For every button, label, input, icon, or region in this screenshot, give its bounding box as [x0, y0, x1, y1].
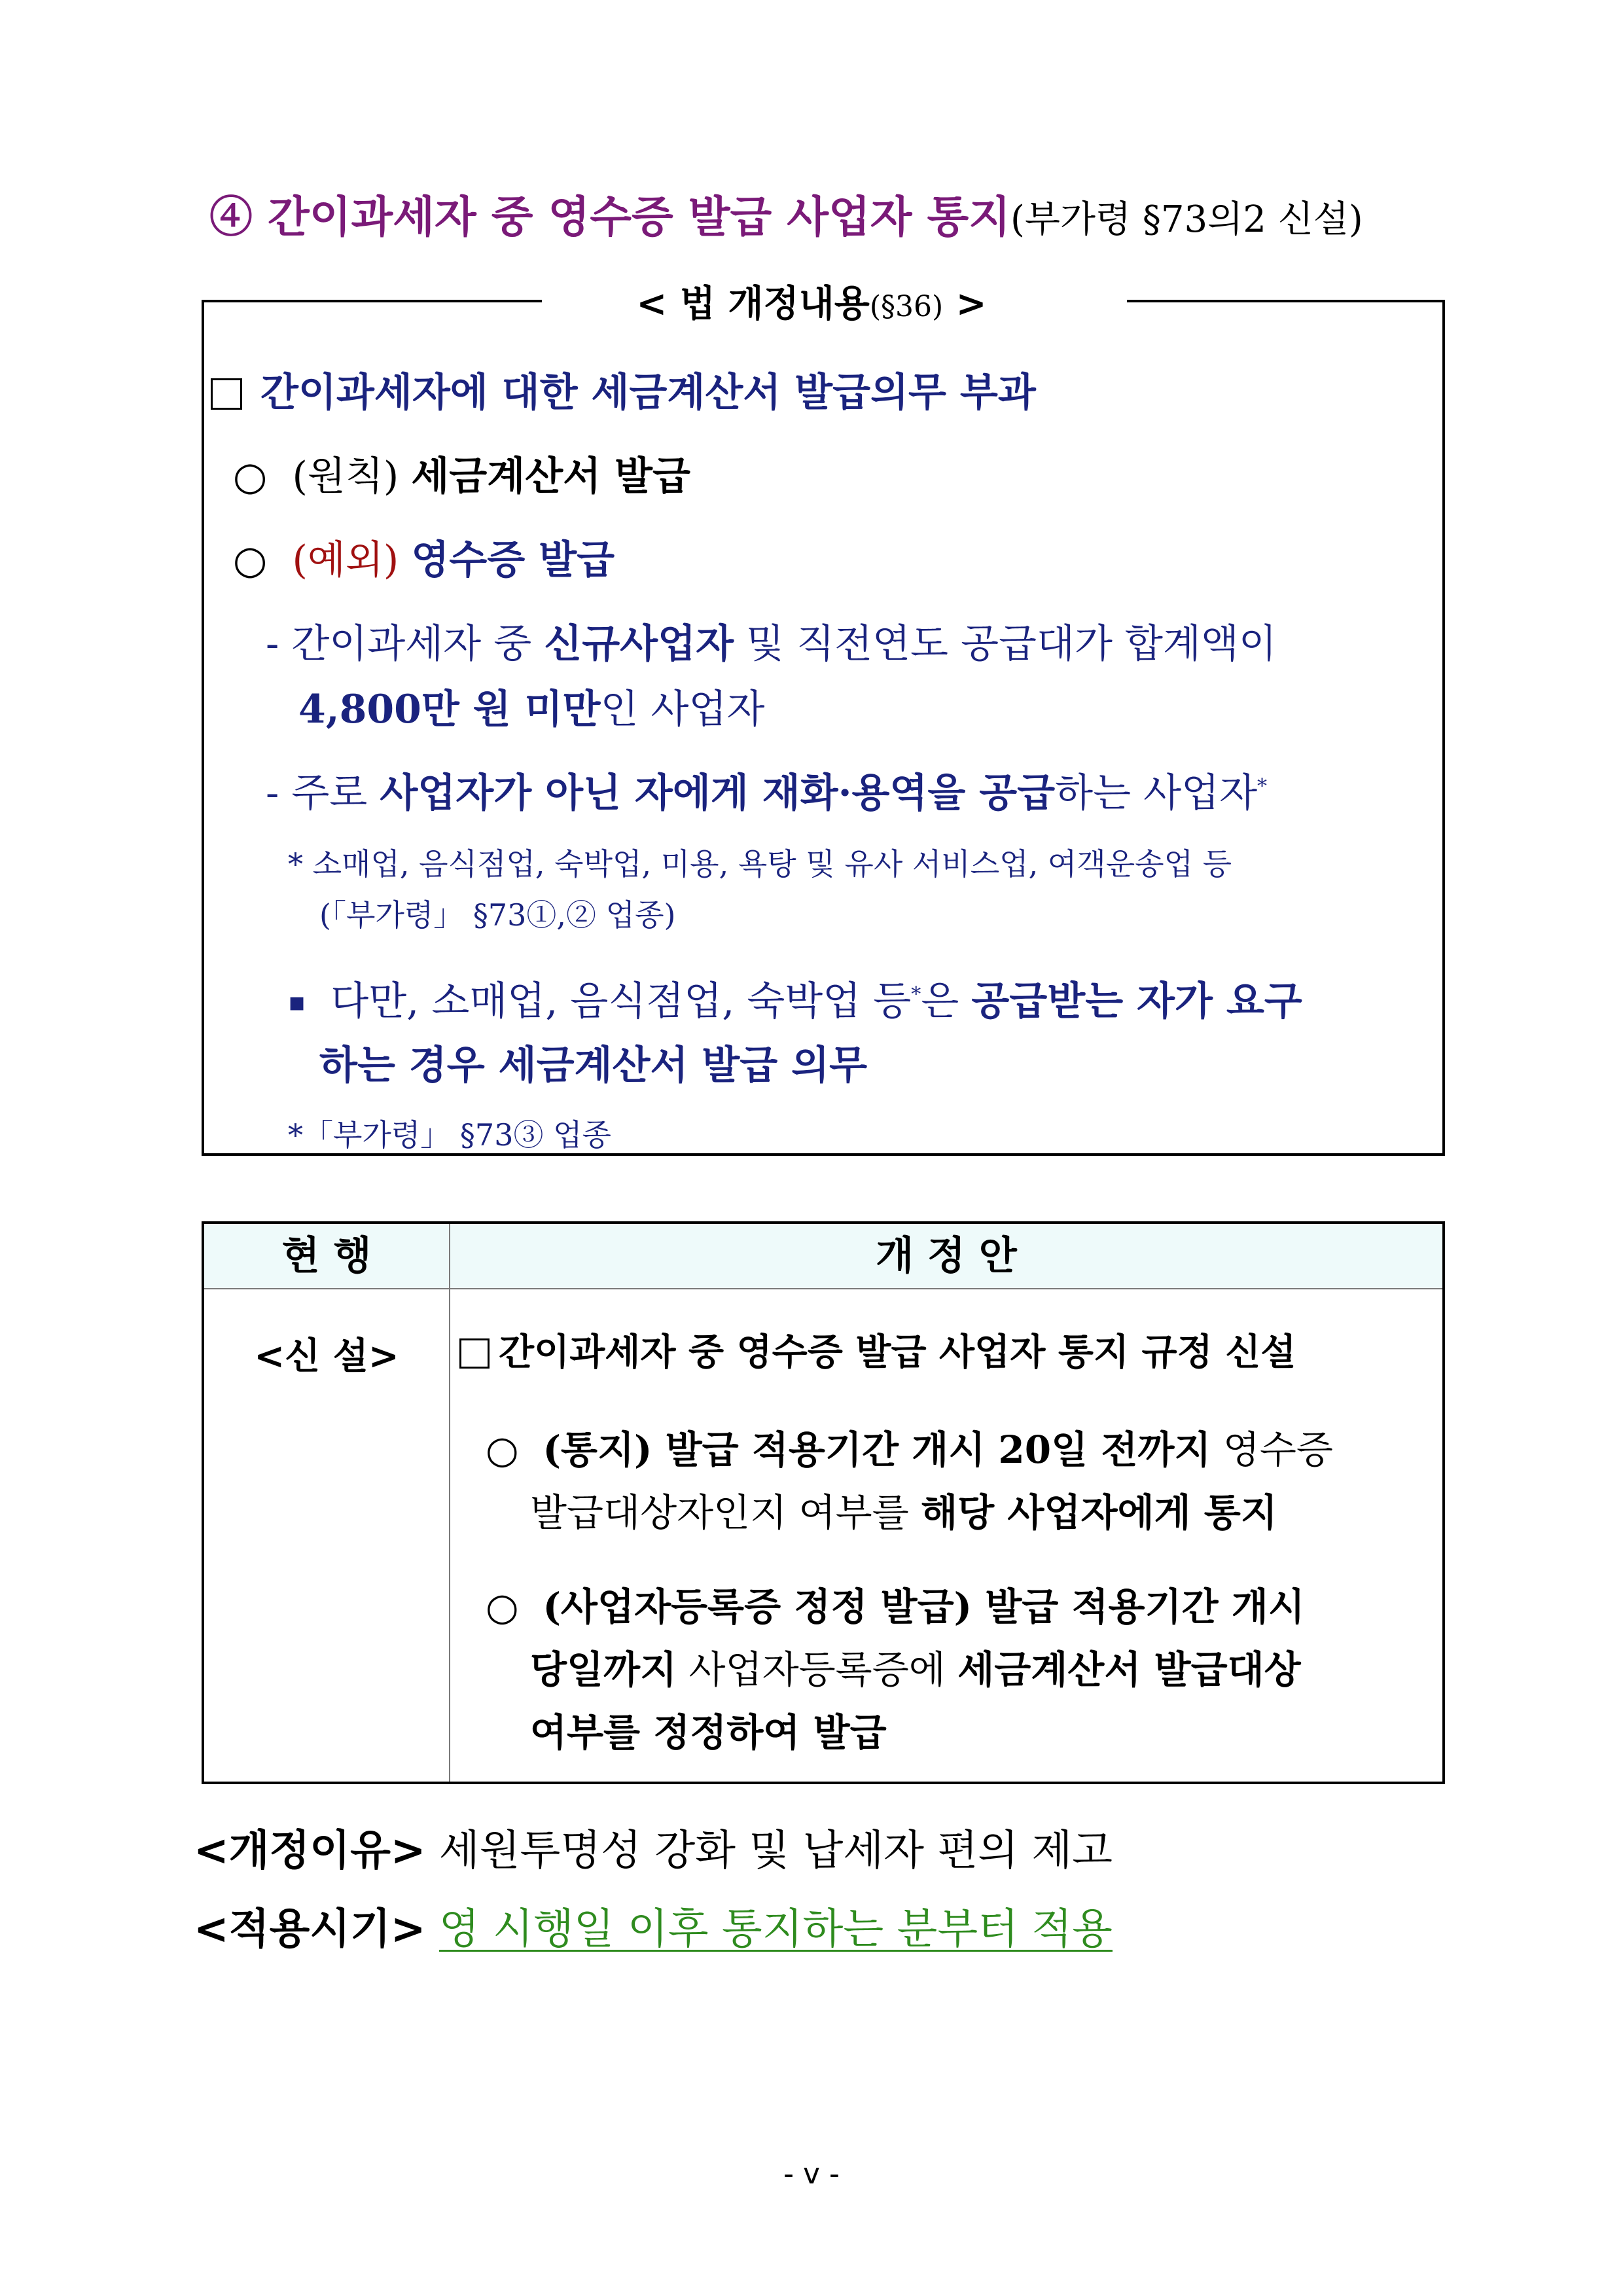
item2-d: 세금계산서 발급대상: [957, 1647, 1301, 1692]
page-number: - v -: [783, 2157, 840, 2191]
dash1-d: 4,800만 원 미만: [298, 687, 601, 732]
checkbox-square-icon: [211, 378, 242, 410]
dash1-e: 인 사업자: [600, 687, 765, 732]
section-title-ref: (부가령 §73의2 신설): [1010, 198, 1363, 241]
dash2-b: 사업자가 아닌 자에게 재화·용역을 공급: [380, 770, 1056, 816]
circle-bullet-icon: ○: [233, 454, 268, 499]
bullet-item: [288, 970, 1432, 1026]
square-bullet-icon: ▪: [288, 987, 306, 1017]
circle-bullet-icon: ○: [233, 537, 268, 583]
caption-end: >: [943, 282, 987, 325]
revised-item-2-cont: [530, 1639, 1433, 1694]
footnote-2: [288, 1111, 611, 1155]
revised-heading-text: 간이과세자 중 영수증 발급 사업자 통지 규정 신설: [499, 1331, 1296, 1374]
note2: *「부가령」 §73③ 업종: [288, 1117, 611, 1153]
exception-text: 영수증 발급: [411, 537, 615, 583]
circle-bullet-icon: ○: [486, 1427, 519, 1472]
revised-item-2: [486, 1576, 1305, 1631]
law-heading: [211, 361, 1036, 418]
note1-a: * 소매업, 음식점업, 숙박업, 미용, 욕탕 및 유사 서비스업, 여객운송업 등: [288, 846, 1232, 882]
apply-label: <적용시기>: [194, 1905, 426, 1954]
item2-c: 사업자등록증에: [677, 1647, 958, 1692]
dash-item-2: [266, 762, 1267, 818]
reason-label: <개정이유>: [194, 1827, 426, 1875]
law-heading-text: 간이과세자에 대한 세금계산서 발급의무 부과: [260, 370, 1036, 416]
checkbox-square-icon: [459, 1338, 490, 1369]
bullet-b: 은: [921, 978, 972, 1024]
caption-main: < 법 개정내용: [636, 282, 870, 325]
revised-item-1: [486, 1419, 1333, 1474]
revised-heading: [459, 1323, 1296, 1376]
column-divider: [449, 1224, 450, 1782]
dash-item-1-cont: [298, 678, 764, 734]
amendment-reason: [194, 1817, 1113, 1877]
apply-text: 영 시행일 이후 통지하는 분부터 적용: [438, 1905, 1113, 1954]
circle-bullet-icon: ○: [486, 1585, 519, 1629]
exception-line: [233, 529, 615, 585]
exception-tag: (예외): [292, 537, 399, 583]
revised-item-2-cont2: [530, 1702, 887, 1757]
item2-b: 당일까지: [530, 1647, 677, 1692]
law-box-caption: [537, 275, 1086, 327]
revised-item-1-cont: [530, 1482, 1277, 1537]
footnote-1: [288, 840, 1433, 884]
header-revised: 개 정 안: [876, 1233, 1017, 1279]
dash2-sup: *: [1257, 775, 1268, 798]
item2-a: (사업자등록증 정정 발급) 발급 적용기간 개시: [543, 1585, 1305, 1629]
dash1-a: - 간이과세자 중: [266, 621, 544, 667]
item1-a: (통지) 발급 적용기간 개시 20일 전까지: [543, 1427, 1211, 1472]
bullet-d: 하는 경우 세금계산서 발급 의무: [319, 1043, 868, 1088]
section-title-main: ④ 간이과세자 중 영수증 발급 사업자 통지: [209, 191, 1010, 242]
item1-c: 발급대상자인지 여부를: [530, 1490, 921, 1535]
application-timing: [194, 1895, 1113, 1956]
bullet-a: 다만, 소매업, 음식점업, 숙박업 등: [330, 978, 912, 1024]
note1-b: (「부가령」 §73①,② 업종): [319, 897, 676, 933]
item1-b: 영수증: [1211, 1427, 1333, 1472]
footnote-1-cont: [319, 891, 675, 935]
bullet-sup: *: [911, 983, 921, 1006]
header-current: 현 행: [281, 1233, 372, 1279]
section-title: [209, 182, 1363, 244]
bullet-c: 공급받는 자가 요구: [971, 978, 1302, 1024]
item1-d: 해당 사업자에게 통지: [921, 1490, 1277, 1535]
item2-e: 여부를 정정하여 발급: [530, 1710, 887, 1755]
reason-text: 세원투명성 강화 및 납세자 편의 제고: [425, 1827, 1113, 1875]
bullet-item-cont: [319, 1034, 867, 1090]
dash1-b: 신규사업자: [544, 621, 734, 667]
current-cell: <신 설>: [254, 1335, 399, 1378]
dash2-a: - 주로: [266, 770, 380, 816]
principle-text: 세금계산서 발급: [411, 454, 690, 499]
dash1-c: 및 직전연도 공급대가 합계액이: [734, 621, 1277, 667]
comparison-table: [202, 1221, 1445, 1784]
principle-tag: (원칙): [292, 454, 399, 499]
dash-item-1: [266, 613, 1431, 669]
caption-ref: (§36): [869, 290, 944, 323]
principle-line: [233, 445, 690, 501]
dash2-c: 하는 사업자: [1055, 770, 1258, 816]
